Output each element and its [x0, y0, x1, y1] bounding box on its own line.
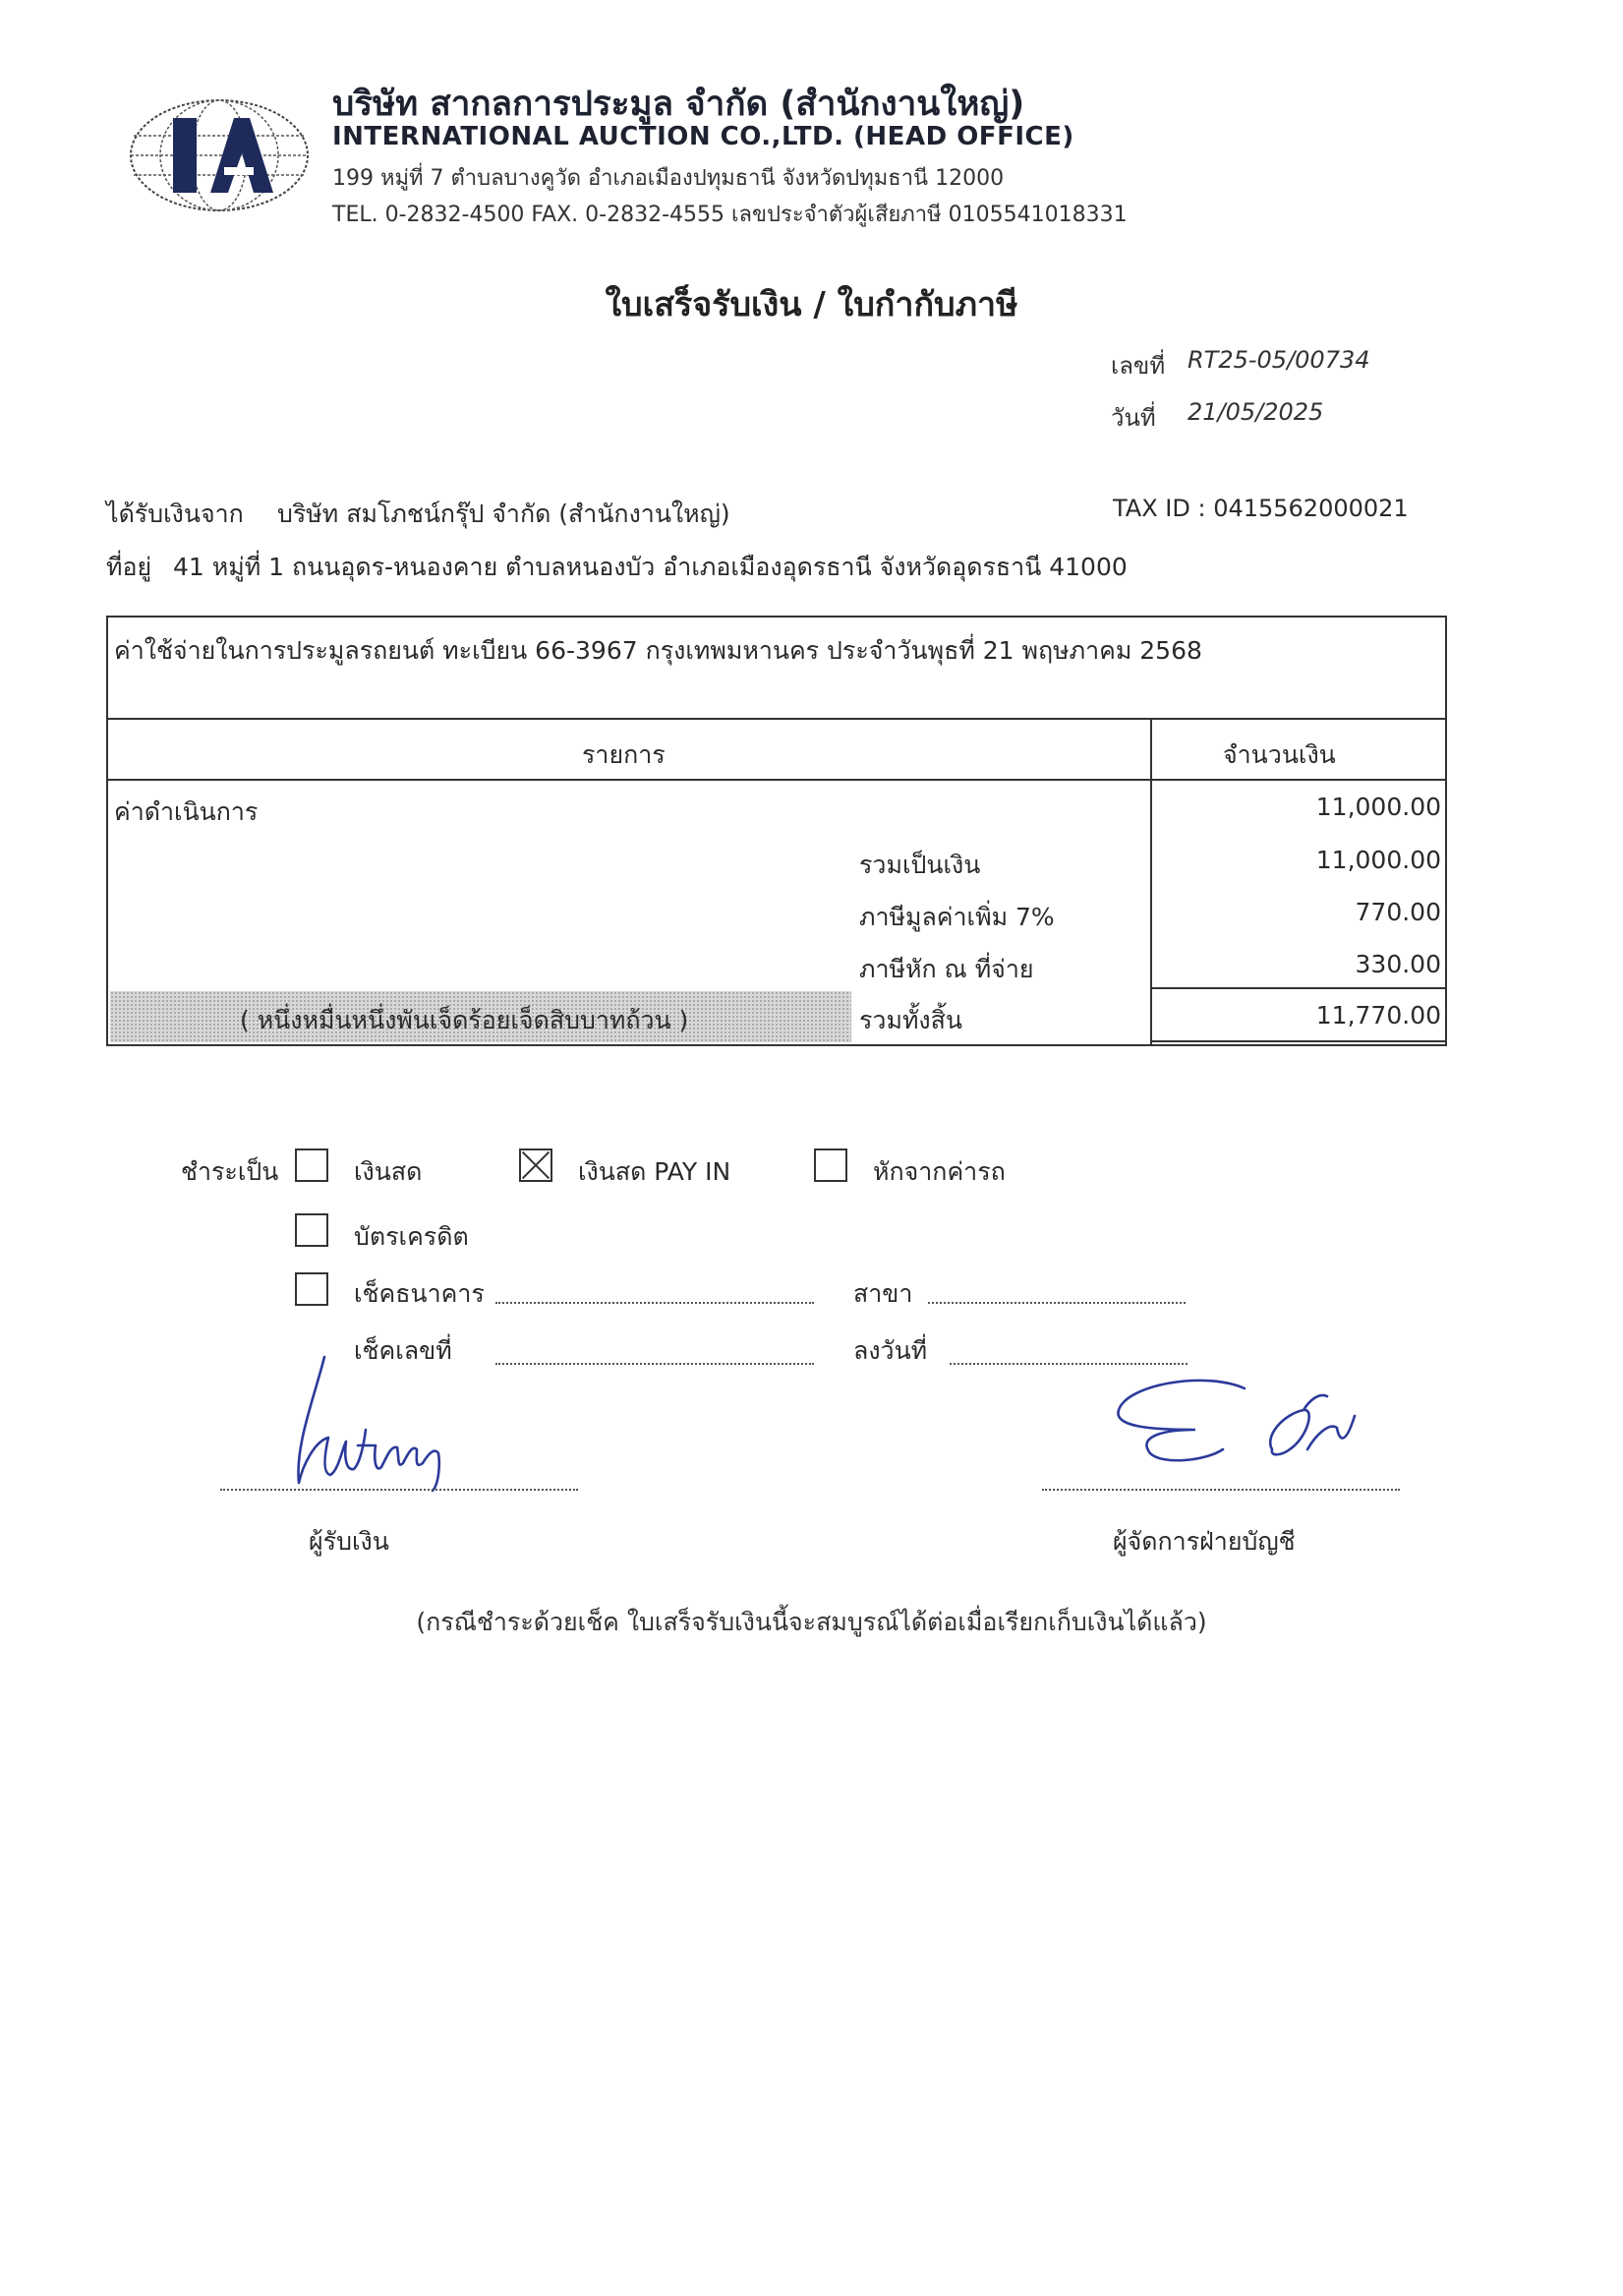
subtotal-value: 11,000.00	[1315, 846, 1441, 874]
customer-address: 41 หมู่ที่ 1 ถนนอุดร-หนองคาย ตำบลหนองบัว อำเภอเมืองอุดรธานี จังหวัดอุดรธานี 41000	[173, 553, 1128, 581]
grand-total-value: 11,770.00	[1315, 1001, 1441, 1030]
checkbox-bank-cheque[interactable]	[295, 1272, 328, 1306]
cheque-number-line[interactable]	[495, 1363, 814, 1365]
cheque-number-label: เช็คเลขที่	[354, 1336, 452, 1365]
subtotal-label: รวมเป็นเงิน	[859, 851, 981, 879]
checkbox-credit-card[interactable]	[295, 1213, 328, 1247]
customer-tax-id: TAX ID : 0415562000021	[1113, 495, 1409, 522]
cheque-date-line[interactable]	[950, 1363, 1188, 1365]
column-header-item: รายการ	[582, 740, 666, 769]
doc-date-label: วันที่	[1111, 404, 1156, 432]
address-label: ที่อยู่	[106, 553, 152, 581]
company-logo	[126, 96, 313, 214]
document-title: ใบเสร็จรับเงิน / ใบกำกับภาษี	[605, 285, 1018, 324]
option-deduct-from-car-label: หักจากค่ารถ	[873, 1157, 1006, 1186]
checkbox-cash-pay-in[interactable]	[519, 1148, 552, 1182]
withholding-tax-label: ภาษีหัก ณ ที่จ่าย	[859, 955, 1034, 983]
option-cash-pay-in-label: เงินสด PAY IN	[578, 1157, 731, 1186]
column-header-amount: จำนวนเงิน	[1223, 740, 1336, 769]
receiver-label: ผู้รับเงิน	[309, 1527, 389, 1556]
table-row-item: ค่าดำเนินการ	[114, 797, 259, 826]
accounting-manager-signature	[1097, 1367, 1372, 1485]
option-cash-label: เงินสด	[354, 1157, 423, 1186]
checkbox-deduct-from-car[interactable]	[814, 1148, 847, 1182]
received-from-label: ได้รับเงินจาก	[106, 500, 244, 528]
accounting-manager-label: ผู้จัดการฝ่ายบัญชี	[1113, 1527, 1296, 1556]
option-credit-card-label: บัตรเครดิต	[354, 1222, 469, 1251]
company-contact: TEL. 0-2832-4500 FAX. 0-2832-4555 เลขประจำตัวผู้เสียภาษี 0105541018331	[332, 203, 1128, 227]
customer-name: บริษัท สมโภชน์กรุ๊ป จำกัด (สำนักงานใหญ่)	[277, 500, 730, 528]
branch-label: สาขา	[853, 1279, 913, 1308]
vat-value: 770.00	[1355, 898, 1441, 926]
option-bank-cheque-label: เช็คธนาคาร	[354, 1279, 485, 1308]
grand-total-label: รวมทั้งสิ้น	[859, 1006, 962, 1034]
doc-date: 21/05/2025	[1188, 398, 1324, 426]
vat-label: ภาษีมูลค่าเพิ่ม 7%	[859, 903, 1055, 931]
table-row-amount: 11,000.00	[1315, 793, 1441, 821]
doc-number-label: เลขที่	[1111, 352, 1166, 380]
cheque-date-label: ลงวันที่	[853, 1336, 928, 1365]
withholding-tax-value: 330.00	[1355, 950, 1441, 978]
company-name-english: INTERNATIONAL AUCTION CO.,LTD. (HEAD OFFICE)	[332, 122, 1074, 151]
amount-in-words: ( หนึ่งหมื่นหนึ่งพันเจ็ดร้อยเจ็ดสิบบาทถ้วน )	[240, 1006, 689, 1034]
items-table	[106, 616, 1447, 1046]
bank-cheque-line[interactable]	[495, 1302, 814, 1304]
table-description: ค่าใช้จ่ายในการประมูลรถยนต์ ทะเบียน 66-3967 กรุงเทพมหานคร ประจำวันพุธที่ 21 พฤษภาคม 2568	[114, 636, 1202, 665]
branch-line[interactable]	[928, 1302, 1186, 1304]
company-address: 199 หมู่ที่ 7 ตำบลบางคูวัด อำเภอเมืองปทุมธานี จังหวัดปทุมธานี 12000	[332, 166, 1005, 191]
checkbox-cash[interactable]	[295, 1148, 328, 1182]
doc-number: RT25-05/00734	[1188, 346, 1370, 374]
receiver-signature	[285, 1347, 472, 1495]
receiver-signature-line	[220, 1489, 578, 1491]
cheque-note: (กรณีชำระด้วยเช็ค ใบเสร็จรับเงินนี้จะสมบูรณ์ได้ต่อเมื่อเรียกเก็บเงินได้แล้ว)	[416, 1608, 1207, 1636]
company-name-thai: บริษัท สากลการประมูล จำกัด (สำนักงานใหญ่)	[332, 85, 1025, 124]
manager-signature-line	[1042, 1489, 1400, 1491]
payment-method-label: ชำระเป็น	[181, 1157, 279, 1186]
